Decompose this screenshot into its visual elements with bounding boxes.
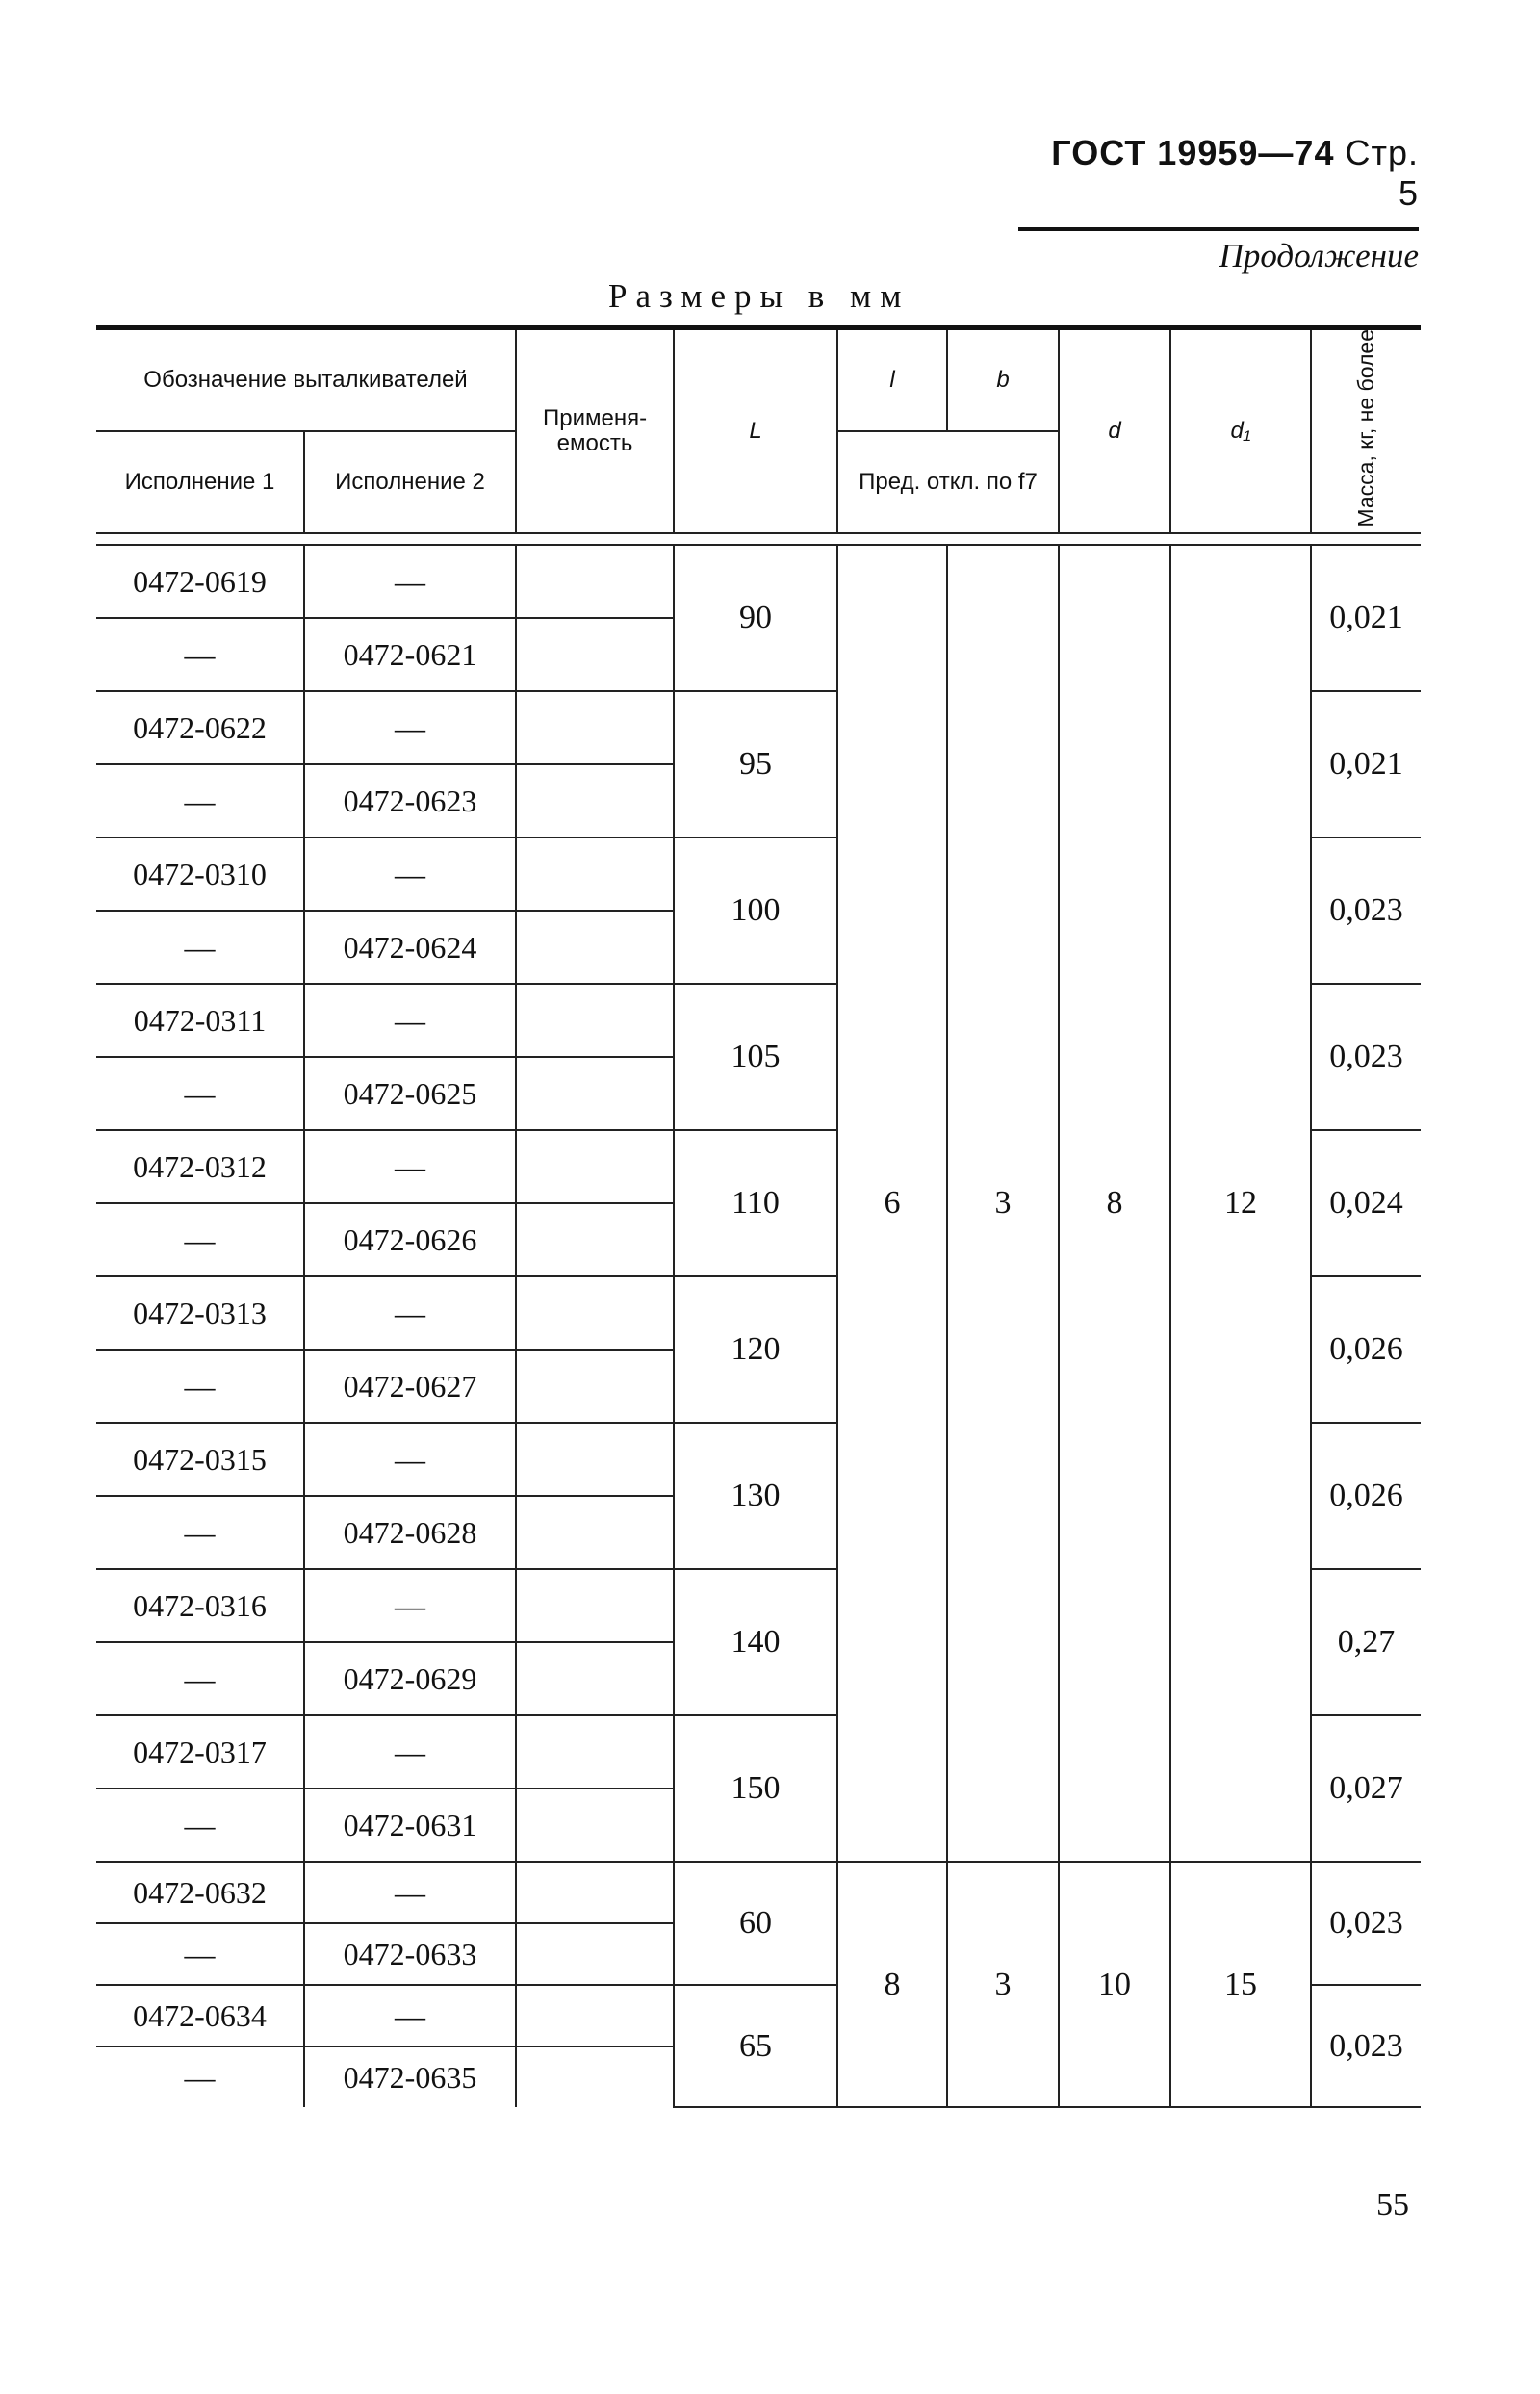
mass-value: 0,027 — [1311, 1715, 1421, 1862]
page-header — [1018, 133, 1419, 231]
dash: — — [304, 691, 516, 764]
exec1-header: Исполнение 1 — [96, 431, 304, 533]
applicability-cell — [516, 1789, 674, 1862]
d-value-block2: 10 — [1059, 1862, 1170, 2107]
dimensions-caption: Размеры в мм — [608, 277, 911, 315]
mass-value: 0,026 — [1311, 1276, 1421, 1423]
dash: — — [96, 764, 304, 837]
page-number: 5 — [1398, 173, 1419, 213]
applicability-cell — [516, 837, 674, 911]
dash: — — [304, 1569, 516, 1642]
L-value: 95 — [674, 691, 837, 837]
exec1-code: 0472-0316 — [96, 1569, 304, 1642]
applicability-cell — [516, 1715, 674, 1789]
applicability-cell — [516, 1642, 674, 1715]
dash: — — [96, 1057, 304, 1130]
continuation-label: Продолжение — [1219, 237, 1419, 274]
mass-value: 0,024 — [1311, 1130, 1421, 1276]
applicability-cell — [516, 691, 674, 764]
L-value: 90 — [674, 545, 837, 691]
dash: — — [304, 984, 516, 1057]
applicability-cell — [516, 1203, 674, 1276]
mass-value: 0,021 — [1311, 545, 1421, 691]
exec1-code: 0472-0317 — [96, 1715, 304, 1789]
applicability-cell — [516, 984, 674, 1057]
designation-header: Обозначение выталкивателей — [96, 328, 516, 432]
exec2-header: Исполнение 2 — [304, 431, 516, 533]
exec2-code: 0472-0627 — [304, 1350, 516, 1423]
b-header: b — [947, 328, 1059, 432]
dash: — — [96, 1350, 304, 1423]
applicability-cell — [516, 1276, 674, 1350]
exec1-code: 0472-0312 — [96, 1130, 304, 1203]
l-value-block1: 6 — [837, 545, 947, 1862]
dash: — — [304, 1130, 516, 1203]
dash: — — [304, 1862, 516, 1923]
exec2-code: 0472-0621 — [304, 618, 516, 691]
exec1-code: 0472-0313 — [96, 1276, 304, 1350]
mass-value: 0,023 — [1311, 1862, 1421, 1985]
dash: — — [304, 1276, 516, 1350]
dash: — — [96, 1496, 304, 1569]
exec2-code: 0472-0628 — [304, 1496, 516, 1569]
L-value: 105 — [674, 984, 837, 1130]
mass-value: 0,026 — [1311, 1423, 1421, 1569]
dash: — — [96, 911, 304, 984]
applicability-cell — [516, 1130, 674, 1203]
applicability-cell — [516, 2046, 674, 2107]
standard-number: ГОСТ 19959—74 — [1051, 133, 1335, 172]
L-value: 100 — [674, 837, 837, 984]
L-value: 120 — [674, 1276, 837, 1423]
applicability-cell — [516, 618, 674, 691]
L-value: 140 — [674, 1569, 837, 1715]
applicability-cell — [516, 911, 674, 984]
dash: — — [96, 1789, 304, 1862]
b-value-block1: 3 — [947, 545, 1059, 1862]
exec2-code: 0472-0625 — [304, 1057, 516, 1130]
applicability-cell — [516, 1569, 674, 1642]
b-value-block2: 3 — [947, 1862, 1059, 2107]
exec2-code: 0472-0635 — [304, 2046, 516, 2107]
mass-header: Масса, кг, не более — [1311, 328, 1421, 534]
dash: — — [304, 1985, 516, 2046]
applicability-cell — [516, 545, 674, 618]
exec1-code: 0472-0634 — [96, 1985, 304, 2046]
dash: — — [304, 1423, 516, 1496]
page-footer-number: 55 — [1376, 2187, 1409, 2223]
mass-value: 0,021 — [1311, 691, 1421, 837]
exec2-code: 0472-0631 — [304, 1789, 516, 1862]
applicability-cell — [516, 1496, 674, 1569]
dash: — — [304, 1715, 516, 1789]
applicability-header: Применя- емость — [516, 328, 674, 534]
mass-value: 0,27 — [1311, 1569, 1421, 1715]
dash: — — [304, 837, 516, 911]
exec2-code: 0472-0629 — [304, 1642, 516, 1715]
dash: — — [96, 1923, 304, 1985]
applicability-cell — [516, 1985, 674, 2046]
exec1-code: 0472-0622 — [96, 691, 304, 764]
exec2-code: 0472-0626 — [304, 1203, 516, 1276]
mass-value: 0,023 — [1311, 1985, 1421, 2107]
d-value-block1: 8 — [1059, 545, 1170, 1862]
mass-value: 0,023 — [1311, 984, 1421, 1130]
dash: — — [96, 2046, 304, 2107]
exec1-code: 0472-0310 — [96, 837, 304, 911]
exec1-code: 0472-0315 — [96, 1423, 304, 1496]
l-header: l — [837, 328, 947, 432]
L-header: L — [674, 328, 837, 534]
dash: — — [304, 545, 516, 618]
d1-value-block1: 12 — [1170, 545, 1311, 1862]
L-value: 65 — [674, 1985, 837, 2107]
exec2-code: 0472-0624 — [304, 911, 516, 984]
page-word: Стр. — [1345, 133, 1419, 172]
applicability-cell — [516, 1862, 674, 1923]
dash: — — [96, 618, 304, 691]
applicability-cell — [516, 1923, 674, 1985]
mass-value: 0,023 — [1311, 837, 1421, 984]
applicability-cell — [516, 1350, 674, 1423]
exec1-code: 0472-0632 — [96, 1862, 304, 1923]
L-value: 150 — [674, 1715, 837, 1862]
exec2-code: 0472-0623 — [304, 764, 516, 837]
applicability-cell — [516, 1423, 674, 1496]
table-row — [96, 545, 1421, 618]
applicability-cell — [516, 764, 674, 837]
exec1-code: 0472-0619 — [96, 545, 304, 618]
tolerance-header: Пред. откл. по f7 — [837, 431, 1059, 533]
l-value-block2: 8 — [837, 1862, 947, 2107]
L-value: 60 — [674, 1862, 837, 1985]
applicability-cell — [516, 1057, 674, 1130]
d1-value-block2: 15 — [1170, 1862, 1311, 2107]
ejector-table — [96, 325, 1421, 2108]
d1-header: d₁ — [1170, 328, 1311, 534]
table-row — [96, 1862, 1421, 1923]
exec1-code: 0472-0311 — [96, 984, 304, 1057]
L-value: 110 — [674, 1130, 837, 1276]
L-value: 130 — [674, 1423, 837, 1569]
dash: — — [96, 1203, 304, 1276]
exec2-code: 0472-0633 — [304, 1923, 516, 1985]
dash: — — [96, 1642, 304, 1715]
d-header: d — [1059, 328, 1170, 534]
